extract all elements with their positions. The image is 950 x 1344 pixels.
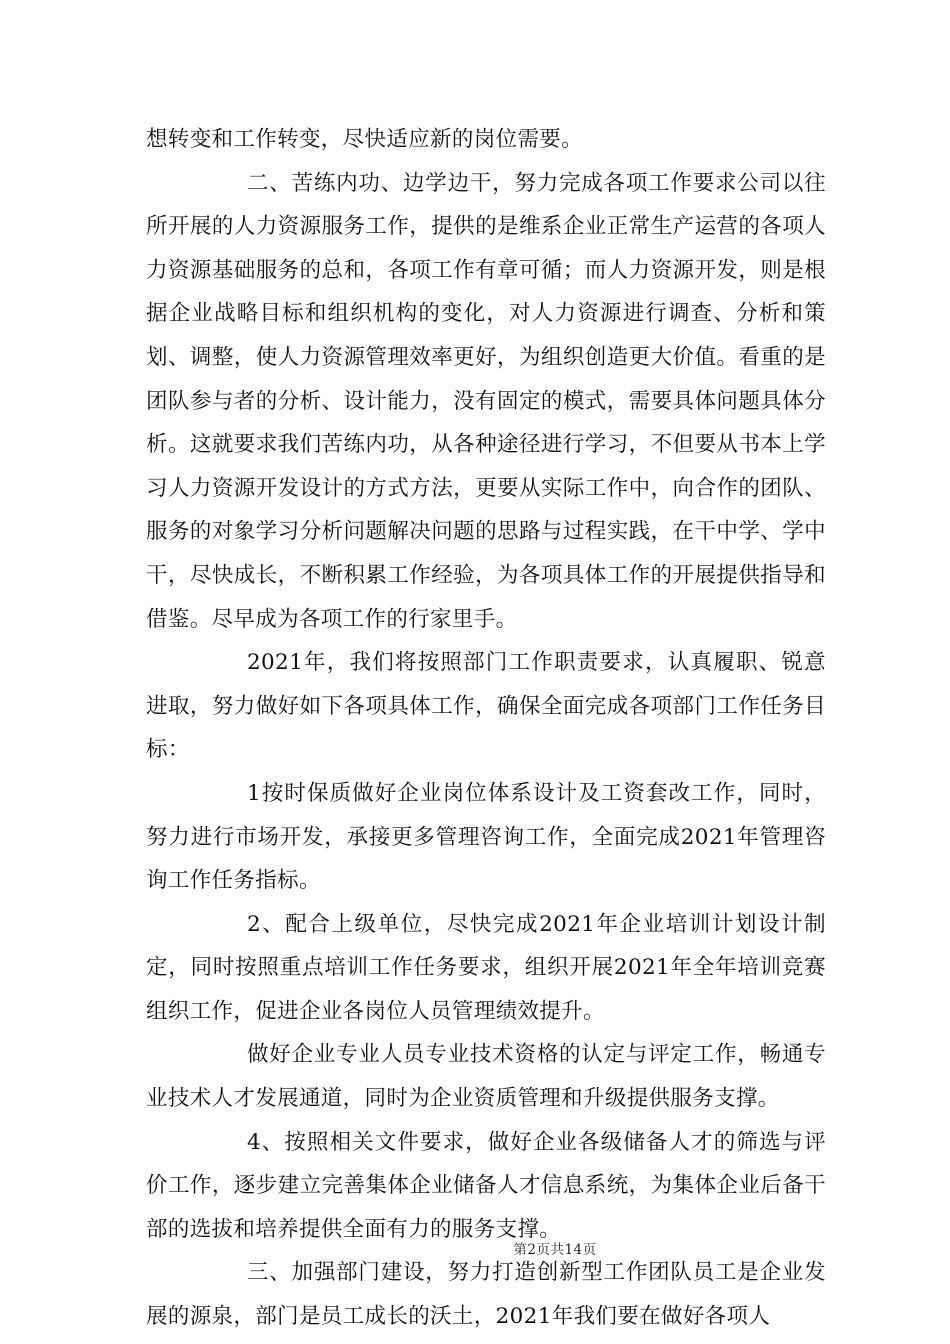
page-number: 第2页共14页	[513, 1242, 597, 1258]
paragraph-2021-plan: 2021年，我们将按照部门工作职责要求，认真履职、锐意进取，努力做好如下各项具体工作，确保全面完成各项部门工作任务目标：	[146, 650, 826, 763]
paragraph-section-two: 二、苦练内功、边学边干，努力完成各项工作要求公司以往所开展的人力资源服务工作，提供的是维系企业正常生产运营的各项人力资源基础服务的总和，各项工作有章可循；而人力资源开发，则是根据企业战略目标和组织机构的变化，对人力资源进行调查、分析和策划、调整，使人力资源管理效率更好，为组织创造更大价值。看重的是团队参与者的分析、设计能力，没有固定的模式，需要具体问题具体分析。这就要求我们苦练内功，从各种途径进行学习，不但要从书本上学习人力资源开发设计的方式方法，更要从实际工作中，向合作的团队、服务的对象学习分析问题解决问题的思路与过程实践，在干中学、学中干，尽快成长，不断积累工作经验，为各项具体工作的开展提供指导和借鉴。尽早成为各项工作的行家里手。	[146, 170, 826, 632]
paragraph-item-3: 做好企业专业人员专业技术资格的认定与评定工作，畅通专业技术人才发展通道，同时为企业资质管理和升级提供服务支撑。	[146, 1042, 826, 1112]
paragraph-item-1: 1按时保质做好企业岗位体系设计及工资套改工作，同时，努力进行市场开发，承接更多管理咨询工作，全面完成2021年管理咨询工作任务指标。	[146, 780, 826, 894]
paragraph-continuation: 想转变和工作转变，尽快适应新的岗位需要。	[146, 127, 584, 152]
paragraph-item-2: 2、配合上级单位，尽快完成2021年企业培训计划设计制定，同时按照重点培训工作任务要求，组织开展2021年全年培训竞赛组织工作，促进企业各岗位人员管理绩效提升。	[146, 911, 826, 1024]
paragraph-item-4: 4、按照相关文件要求，做好企业各级储备人才的筛选与评价工作，逐步建立完善集体企业储备人才信息系统，为集体企业后备干部的选拔和培养提供全面有力的服务支撑。	[146, 1129, 826, 1242]
paragraph-section-three: 三、加强部门建设，努力打造创新型工作团队员工是企业发展的源泉，部门是员工成长的沃土，2021年我们要在做好各项人	[146, 1260, 826, 1330]
document-body	[146, 118, 826, 1339]
page-footer	[0, 1238, 950, 1258]
